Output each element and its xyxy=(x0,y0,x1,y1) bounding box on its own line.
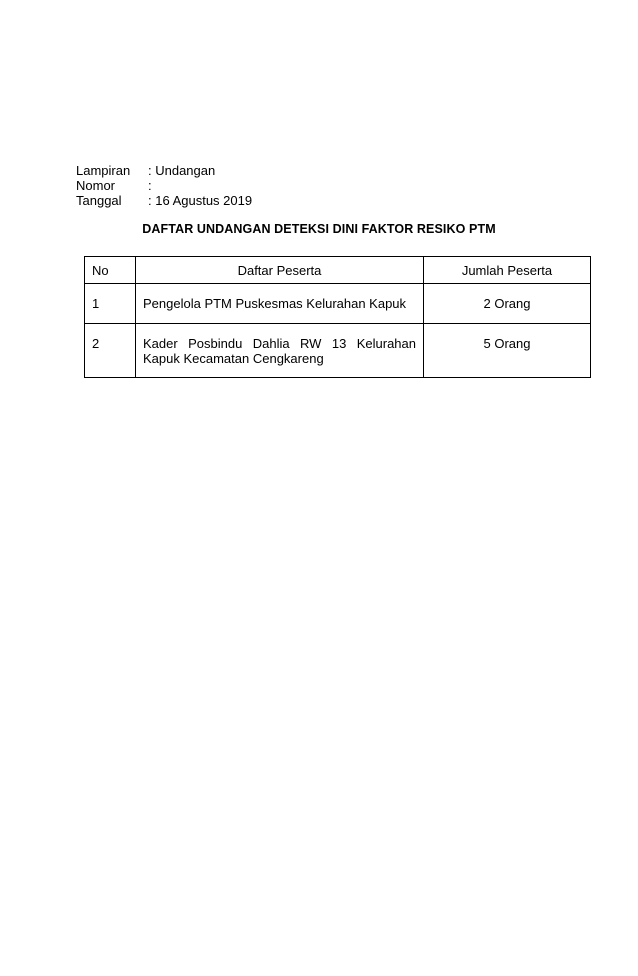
column-header-daftar-peserta: Daftar Peserta xyxy=(136,257,424,284)
participants-table xyxy=(84,256,591,378)
tanggal-row xyxy=(76,193,252,208)
column-header-jumlah-peserta: Jumlah Peserta xyxy=(424,257,591,284)
lampiran-label: Lampiran xyxy=(76,163,131,178)
document-title: DAFTAR UNDANGAN DETEKSI DINI FAKTOR RESIKO PTM xyxy=(142,222,496,236)
document-header xyxy=(76,163,252,208)
row-number: 1 xyxy=(85,284,136,324)
lampiran-value: : Undangan xyxy=(148,163,216,178)
participant-count: 2 Orang xyxy=(424,284,591,324)
row-number: 2 xyxy=(85,324,136,378)
nomor-row xyxy=(76,178,252,193)
participant-name: Pengelola PTM Puskesmas Kelurahan Kapuk xyxy=(136,284,424,324)
lampiran-row xyxy=(76,163,252,178)
table-row xyxy=(85,324,591,378)
tanggal-value: : 16 Agustus 2019 xyxy=(148,193,253,208)
table-row xyxy=(85,284,591,324)
nomor-label: Nomor xyxy=(76,178,116,193)
nomor-value: : xyxy=(148,178,152,193)
column-header-no: No xyxy=(85,257,136,284)
tanggal-label: Tanggal xyxy=(76,193,122,208)
participant-count: 5 Orang xyxy=(424,324,591,378)
participant-name: Kader Posbindu Dahlia RW 13 Kelurahan Kapuk Kecamatan Cengkareng xyxy=(136,324,424,378)
table-header-row xyxy=(85,257,591,284)
